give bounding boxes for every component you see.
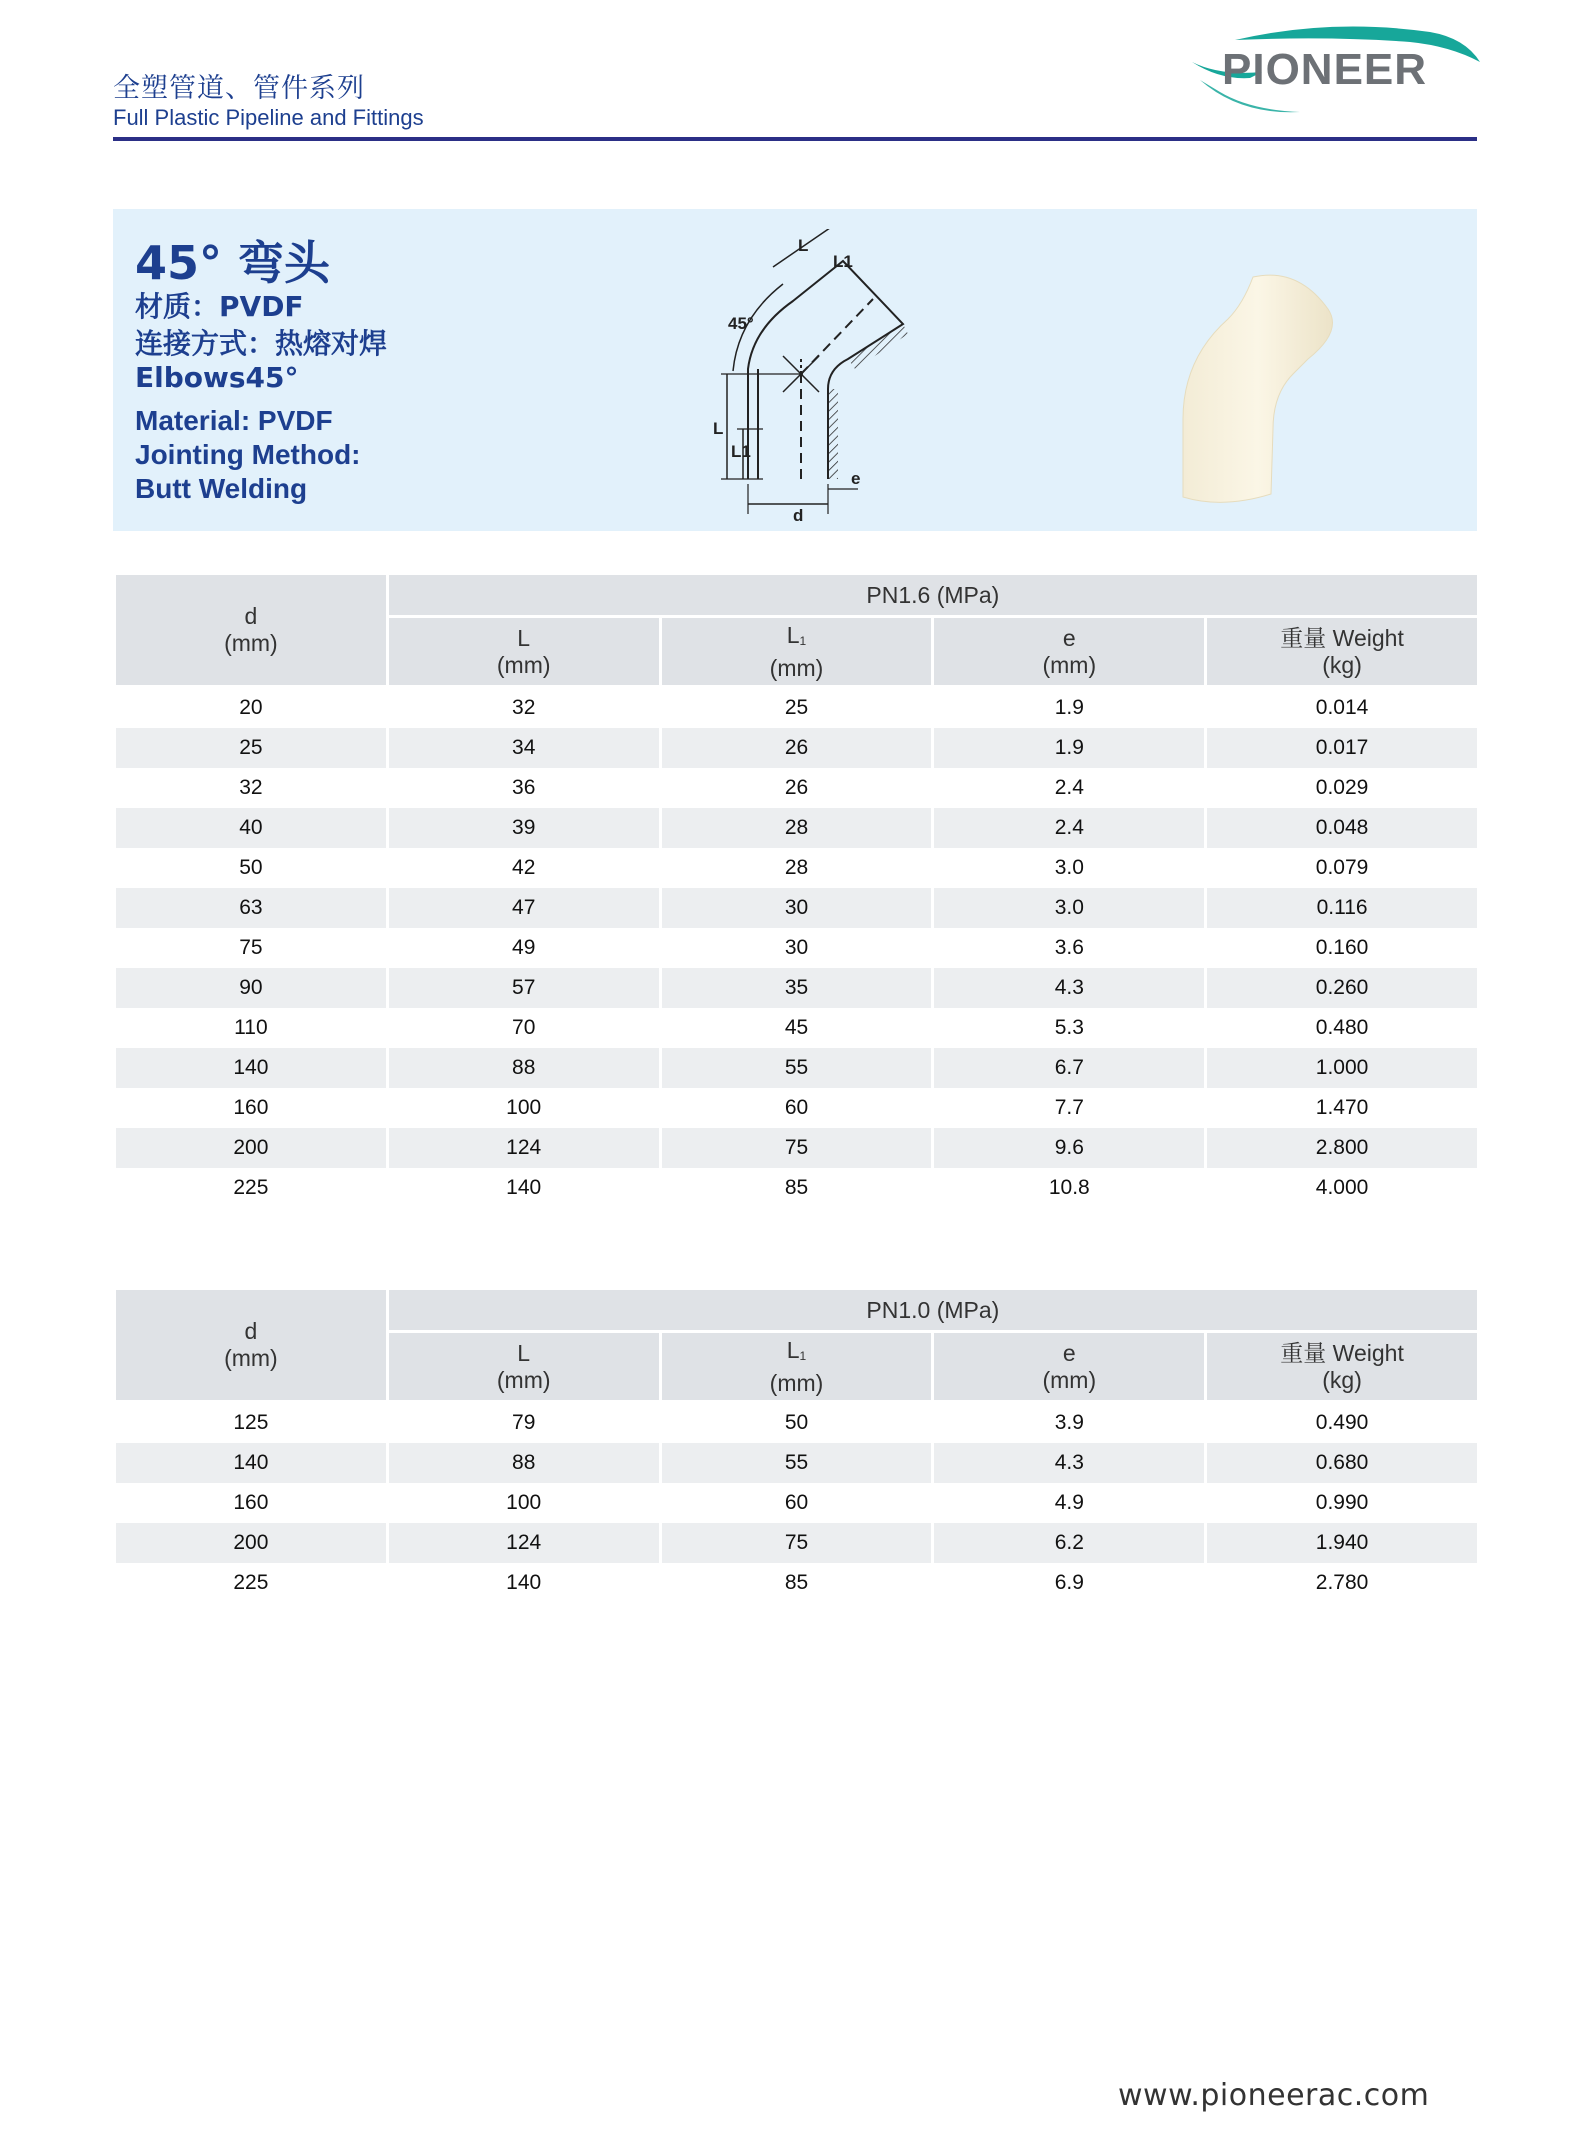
table-row [115,928,1479,968]
table-row [115,687,1479,729]
pressure-header: PN1.6 (MPa) [387,574,1478,617]
table-cell: 100 [387,1088,660,1128]
product-panel [113,209,1477,531]
drawing-label-e: e [851,469,861,488]
table-cell: 0.079 [1206,848,1479,888]
jointing-cn: 连接方式：热熔对焊 [135,327,388,360]
jointing-en: Jointing Method: [135,439,361,470]
table-cell: 20 [115,687,388,729]
table-cell: 57 [387,968,660,1008]
table-cell: 110 [115,1008,388,1048]
table-row [115,1523,1479,1563]
table-cell: 200 [115,1523,388,1563]
elbow-product-image [1133,269,1373,509]
header-rule [113,137,1477,141]
table-cell: 2.780 [1206,1563,1479,1603]
table-cell: 140 [387,1168,660,1208]
table-cell: 85 [660,1563,933,1603]
col-header-L: L (mm) [387,617,660,687]
table-row [115,1443,1479,1483]
table-cell: 50 [660,1402,933,1444]
table-cell: 4.3 [933,1443,1206,1483]
table-cell: 7.7 [933,1088,1206,1128]
table-row [115,1402,1479,1444]
jointing-method-en: Butt Welding [135,473,308,504]
table-cell: 140 [115,1048,388,1088]
table-cell: 79 [387,1402,660,1444]
table-cell: 2.4 [933,808,1206,848]
col-header-d: d (mm) [115,574,388,687]
table-cell: 0.990 [1206,1483,1479,1523]
product-name-en: Elbows45° [135,361,299,394]
table-cell: 10.8 [933,1168,1206,1208]
table-cell: 39 [387,808,660,848]
table-cell: 0.048 [1206,808,1479,848]
col-header-weight: 重量 Weight (kg) [1206,1332,1479,1402]
table-cell: 0.029 [1206,768,1479,808]
table-cell: 0.116 [1206,888,1479,928]
pioneer-logo [1180,20,1485,130]
table-cell: 3.9 [933,1402,1206,1444]
table-cell: 55 [660,1048,933,1088]
table-cell: 36 [387,768,660,808]
table-row [115,728,1479,768]
table-cell: 0.260 [1206,968,1479,1008]
table-cell: 40 [115,808,388,848]
product-title: 45° 弯头 [135,236,331,290]
drawing-label-L1: L1 [731,442,751,461]
table-cell: 100 [387,1483,660,1523]
material-en: Material: PVDF [135,405,333,436]
table-cell: 75 [660,1523,933,1563]
table-cell: 4.3 [933,968,1206,1008]
col-header-e: e (mm) [933,1332,1206,1402]
table-cell: 30 [660,928,933,968]
table-cell: 35 [660,968,933,1008]
table-cell: 124 [387,1128,660,1168]
elbow-technical-drawing [603,229,943,524]
table-cell: 140 [115,1443,388,1483]
table-cell: 45 [660,1008,933,1048]
table-cell: 2.4 [933,768,1206,808]
series-title-cn: 全塑管道、管件系列 [113,73,365,104]
table-cell: 34 [387,728,660,768]
table-cell: 3.6 [933,928,1206,968]
table-cell: 50 [115,848,388,888]
table-cell: 0.014 [1206,687,1479,729]
col-header-L: L (mm) [387,1332,660,1402]
table-cell: 6.2 [933,1523,1206,1563]
drawing-label-angle: 45° [728,314,754,333]
table-cell: 4.000 [1206,1168,1479,1208]
table-cell: 75 [660,1128,933,1168]
col-header-weight: 重量 Weight (kg) [1206,617,1479,687]
table-row [115,1048,1479,1088]
table-cell: 9.6 [933,1128,1206,1168]
table-row [115,1168,1479,1208]
table-cell: 0.480 [1206,1008,1479,1048]
table-cell: 5.3 [933,1008,1206,1048]
table-cell: 28 [660,848,933,888]
table-row [115,848,1479,888]
logo-text: PIONEER [1222,45,1428,94]
table-cell: 28 [660,808,933,848]
col-header-d: d (mm) [115,1289,388,1402]
table-cell: 124 [387,1523,660,1563]
table-cell: 6.9 [933,1563,1206,1603]
table-cell: 70 [387,1008,660,1048]
table-cell: 60 [660,1088,933,1128]
drawing-label-L1-top: L1 [833,252,853,271]
table-cell: 1.9 [933,687,1206,729]
table-cell: 49 [387,928,660,968]
table-cell: 26 [660,768,933,808]
table-cell: 1.470 [1206,1088,1479,1128]
col-header-L1: $L_1$ (mm) [660,1332,933,1402]
table-cell: 200 [115,1128,388,1168]
table-cell: 4.9 [933,1483,1206,1523]
table-cell: 160 [115,1088,388,1128]
col-header-e: e (mm) [933,617,1206,687]
drawing-label-L-top: L [798,236,809,255]
table-cell: 1.9 [933,728,1206,768]
table-cell: 225 [115,1168,388,1208]
table-row [115,968,1479,1008]
table-cell: 1.940 [1206,1523,1479,1563]
table-cell: 0.680 [1206,1443,1479,1483]
table-cell: 90 [115,968,388,1008]
table-cell: 3.0 [933,888,1206,928]
website-link[interactable]: www.pioneerac.com [1118,2078,1430,2113]
pressure-header: PN1.0 (MPa) [387,1289,1478,1332]
table-cell: 55 [660,1443,933,1483]
series-title-en: Full Plastic Pipeline and Fittings [113,105,424,130]
table-cell: 26 [660,728,933,768]
table-cell: 2.800 [1206,1128,1479,1168]
material-cn: 材质：PVDF [135,290,304,323]
table-cell: 0.160 [1206,928,1479,968]
table-cell: 30 [660,888,933,928]
spec-table-pn16 [113,572,1480,1208]
table-cell: 85 [660,1168,933,1208]
table-cell: 0.017 [1206,728,1479,768]
table-row [115,1088,1479,1128]
table-cell: 32 [387,687,660,729]
table-cell: 88 [387,1443,660,1483]
drawing-label-L: L [713,419,724,438]
table-row [115,1008,1479,1048]
table-cell: 6.7 [933,1048,1206,1088]
drawing-label-d: d [793,506,804,524]
table-row [115,1128,1479,1168]
spec-table-pn10 [113,1287,1480,1603]
table-cell: 25 [660,687,933,729]
table-cell: 75 [115,928,388,968]
table-cell: 3.0 [933,848,1206,888]
table-cell: 32 [115,768,388,808]
table-cell: 225 [115,1563,388,1603]
table-row [115,1563,1479,1603]
table-row [115,1483,1479,1523]
table-cell: 88 [387,1048,660,1088]
table-cell: 25 [115,728,388,768]
table-cell: 0.490 [1206,1402,1479,1444]
col-header-L1: $L_1$ (mm) [660,617,933,687]
table-row [115,808,1479,848]
table-cell: 140 [387,1563,660,1603]
table-row [115,888,1479,928]
table-cell: 1.000 [1206,1048,1479,1088]
table-cell: 125 [115,1402,388,1444]
table-cell: 60 [660,1483,933,1523]
table-row [115,768,1479,808]
table-cell: 63 [115,888,388,928]
table-cell: 42 [387,848,660,888]
table-cell: 47 [387,888,660,928]
table-cell: 160 [115,1483,388,1523]
